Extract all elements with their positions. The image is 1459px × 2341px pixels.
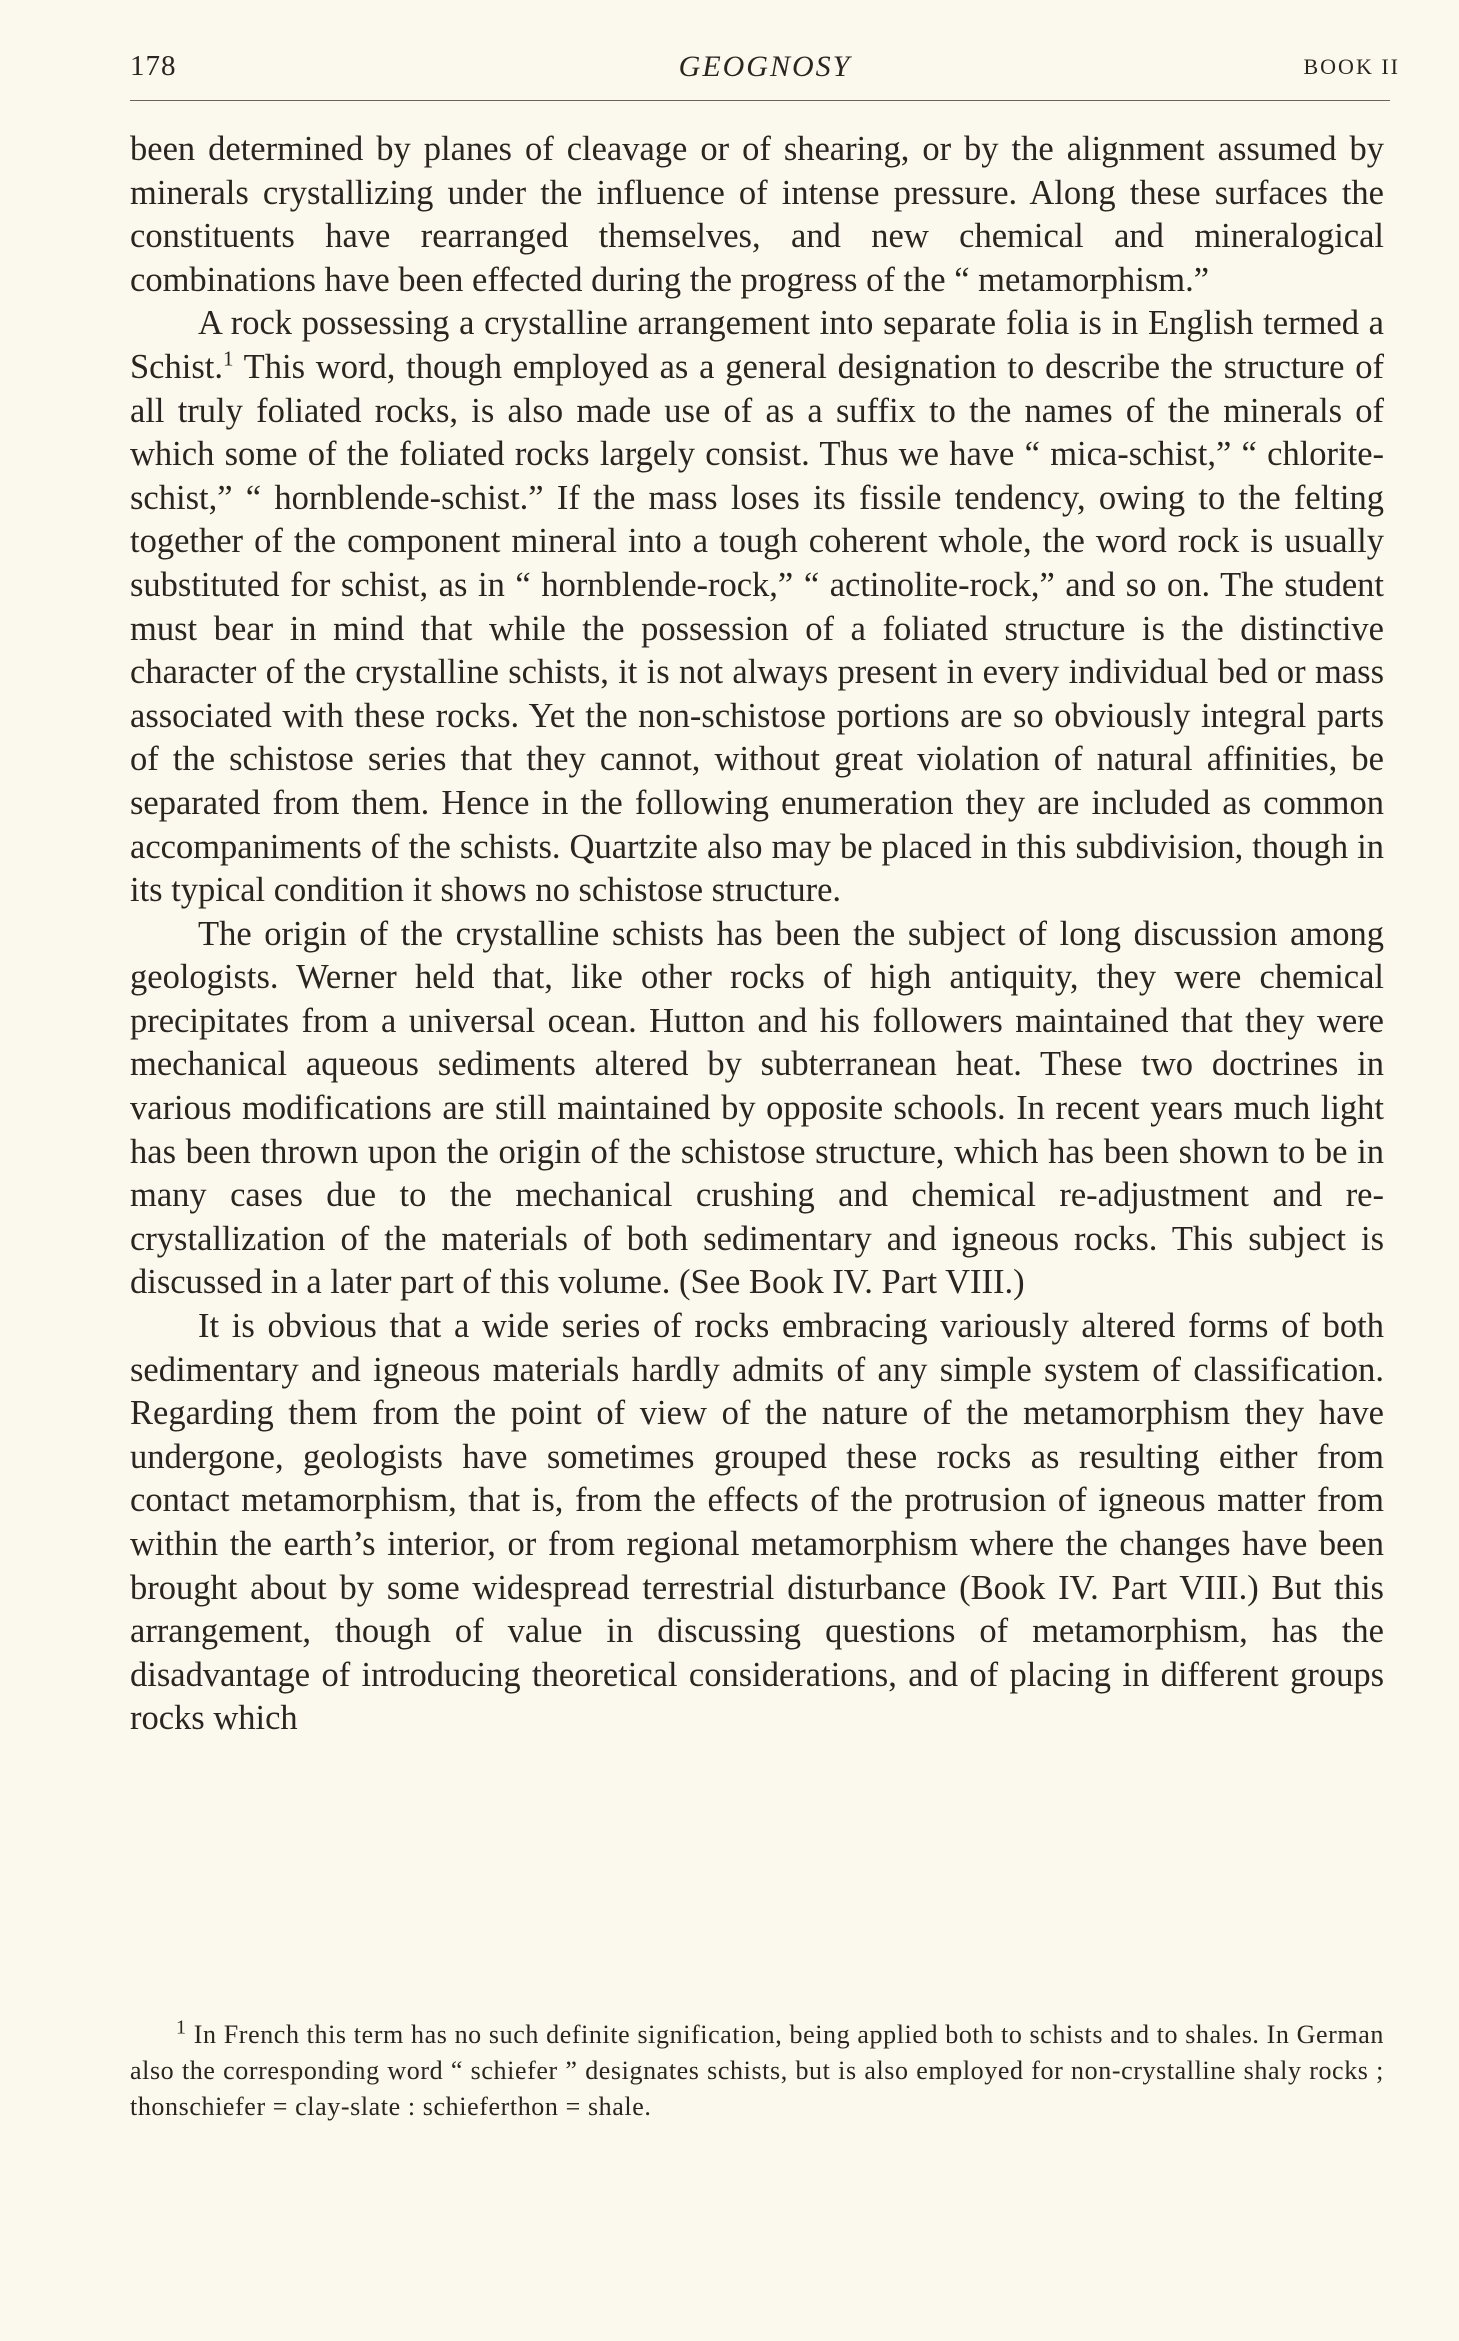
paragraph-origin: The origin of the crystalline schists has been the subject of long discussion among geologists. Werner held that, like other rocks of high antiquity, they were chemical precipitates from a universal ocean. Hutton and his followers maintained that they were mechanical aqueous sediments altered by subterranean heat. These two doctrines in various modifications are still maintained by opposite schools. In recent years much light has been thrown upon the origin of the schistose structure, which has been shown to be in many cases due to the mechanical crushing and chemical re-adjustment and re-crystallization of the materials of both sedimentary and igneous rocks. This subject is discussed in a later part of this volume. (See Book IV. Part VIII.) — [130, 914, 1384, 1302]
header-rule — [130, 100, 1390, 101]
paragraph-schist — [130, 302, 1384, 912]
paragraph-continued: been determined by planes of cleavage or of shearing, or by the alignment assumed by minerals crystallizing under the influence of intense pressure. Along these surfaces the constituents have rearranged themselves, and new chemical and mineralogical combinations have been effected during the progress of the “ metamorphism.” — [130, 130, 1384, 299]
page-header — [130, 50, 1400, 90]
book-label: BOOK II — [1303, 54, 1400, 79]
paragraph-schist-rest: This word, though employed as a general designation to describe the structure of all truly foliated rocks, is also made use of as a suffix to the names of the minerals of which some of the foliated rocks largely consist. Thus we have “ mica-schist,” “ chlorite-schist,” “ hornblende-schist.” If the mass loses its fissile tendency, owing to the felting together of the component mineral into a tough coherent whole, the word rock is usually substituted for schist, as in “ hornblende-rock,” “ actinolite-rock,” and so on. The student must bear in mind that while the possession of a foliated structure is the distinctive character of the crystalline schists, it is not always present in every individual bed or mass associated with these rocks. Yet the non-schistose portions are so obviously integral parts of the schistose series that they cannot, without great violation of natural affinities, be separated from them. Hence in the following enumeration they are included as common accompaniments of the schists. Quartzite also may be placed in this subdivision, though in its typical condition it shows no schistose structure. — [130, 347, 1384, 910]
running-title: GEOGNOSY — [678, 50, 852, 83]
body-text — [130, 128, 1384, 1741]
paragraph-classification: It is obvious that a wide series of rocks embracing variously altered forms of both sedimentary and igneous materials hardly admits of any simple system of classification. Regarding them from the point of view of the nature of the metamorphism they have undergone, geologists have sometimes grouped these rocks as resulting either from contact metamorphism, that is, from the effects of the protrusion of igneous matter from within the earth’s interior, or from regional metamorphism where the changes have been brought about by some widespread terrestrial disturbance (Book IV. Part VIII.) But this arrangement, though of value in discussing questions of metamorphism, has the disadvantage of introducing theoretical considerations, and of placing in different groups rocks which — [130, 1307, 1384, 1738]
footnote-text: In French this term has no such definite signification, being applied both to schists and to shales. In German also the corresponding word “ schiefer ” designates schists, but is also employed for non-crystalline shaly rocks ; thonschiefer = clay-slate : schieferthon = shale. — [130, 2020, 1384, 2121]
footnote-marker: 1 — [176, 2016, 187, 2039]
page-number: 178 — [130, 50, 177, 82]
paragraph-schist-start: A rock possessing a crystalline arrangement into separate folia is in English termed a Schist. — [130, 304, 1384, 386]
footnote-reference[interactable]: 1 — [222, 346, 234, 371]
footnote — [130, 2017, 1384, 2125]
